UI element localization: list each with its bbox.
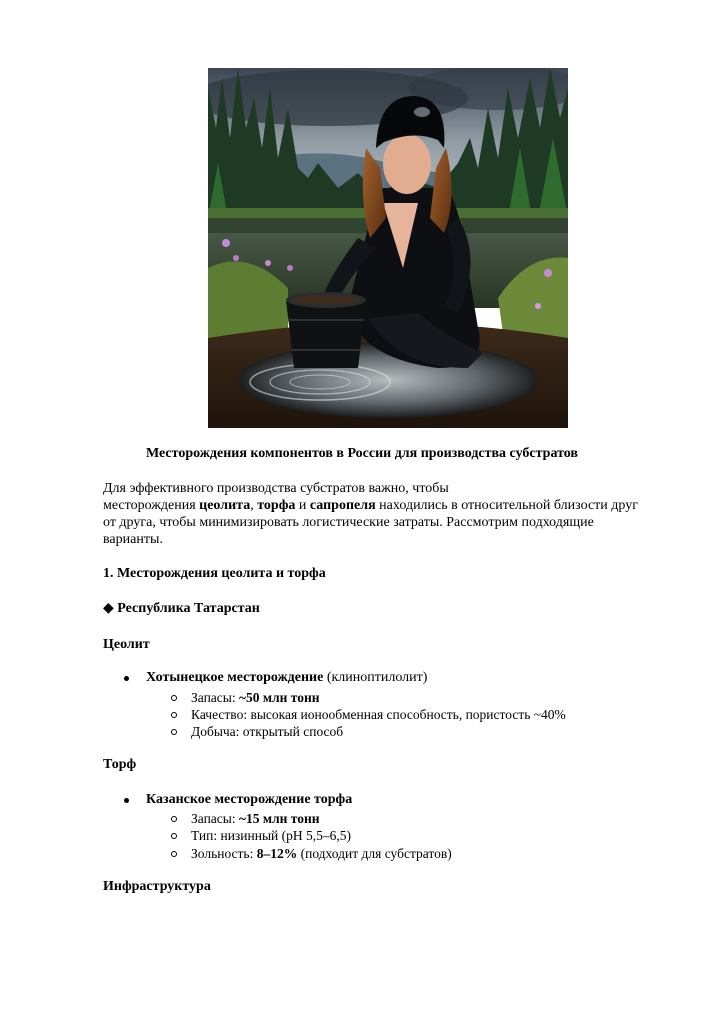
illustration-image — [208, 68, 568, 428]
circle-bullet-icon — [171, 816, 177, 822]
zeolite-heading: Цеолит — [103, 637, 150, 652]
peat-heading: Торф — [103, 757, 137, 772]
intro-paragraph — [103, 480, 673, 548]
intro-line: варианты. — [103, 532, 163, 547]
intro-line: месторождения цеолита, торфа и сапропеля находились в относительной близости друг — [103, 498, 638, 513]
circle-bullet-icon — [171, 729, 177, 735]
document-page: Месторождения компонентов в России для производства субстратов Для эффективного производства субстратов важно, чтобы месторождения цеолита, торфа и сапропеля находились в относительной близости друг от друга, чтобы минимизировать логистические затраты. Рассмотрим подходящие варианты. 1. Месторождения цеолита и торфа ◆ Республика Татарстан Цеолит Хотынецкое месторождение (клиноптилолит) Запасы: ~50 млн тонн Качество: высокая ионообменная способность, пористость ~40% Добыча: открытый способ Торф Казанское месторождение торфа Запасы: ~15 млн тонн Тип: низинный (pH 5,5–6,5) Зольность: 8–12% (подходит для субстратов) Инфраструктура — [0, 0, 724, 1024]
keyword-zeolite: цеолита — [199, 498, 251, 513]
keyword-sapropel: сапропеля — [309, 498, 376, 513]
section-heading: 1. Месторождения цеолита и торфа — [103, 566, 326, 581]
infrastructure-heading: Инфраструктура — [103, 879, 211, 894]
circle-bullet-icon — [171, 695, 177, 701]
photo-icon — [208, 68, 568, 428]
intro-line: от друга, чтобы минимизировать логистические затраты. Рассмотрим подходящие — [103, 515, 594, 530]
circle-bullet-icon — [171, 851, 177, 857]
bullet-icon — [124, 798, 129, 803]
intro-line: Для эффективного производства субстратов важно, чтобы — [103, 481, 449, 496]
keyword-peat: торфа — [257, 498, 296, 513]
document-title: Месторождения компонентов в России для производства субстратов — [146, 446, 578, 461]
region-heading: ◆ Республика Татарстан — [103, 601, 260, 616]
bullet-icon — [124, 676, 129, 681]
diamond-icon: ◆ — [103, 601, 114, 616]
circle-bullet-icon — [171, 833, 177, 839]
circle-bullet-icon — [171, 712, 177, 718]
